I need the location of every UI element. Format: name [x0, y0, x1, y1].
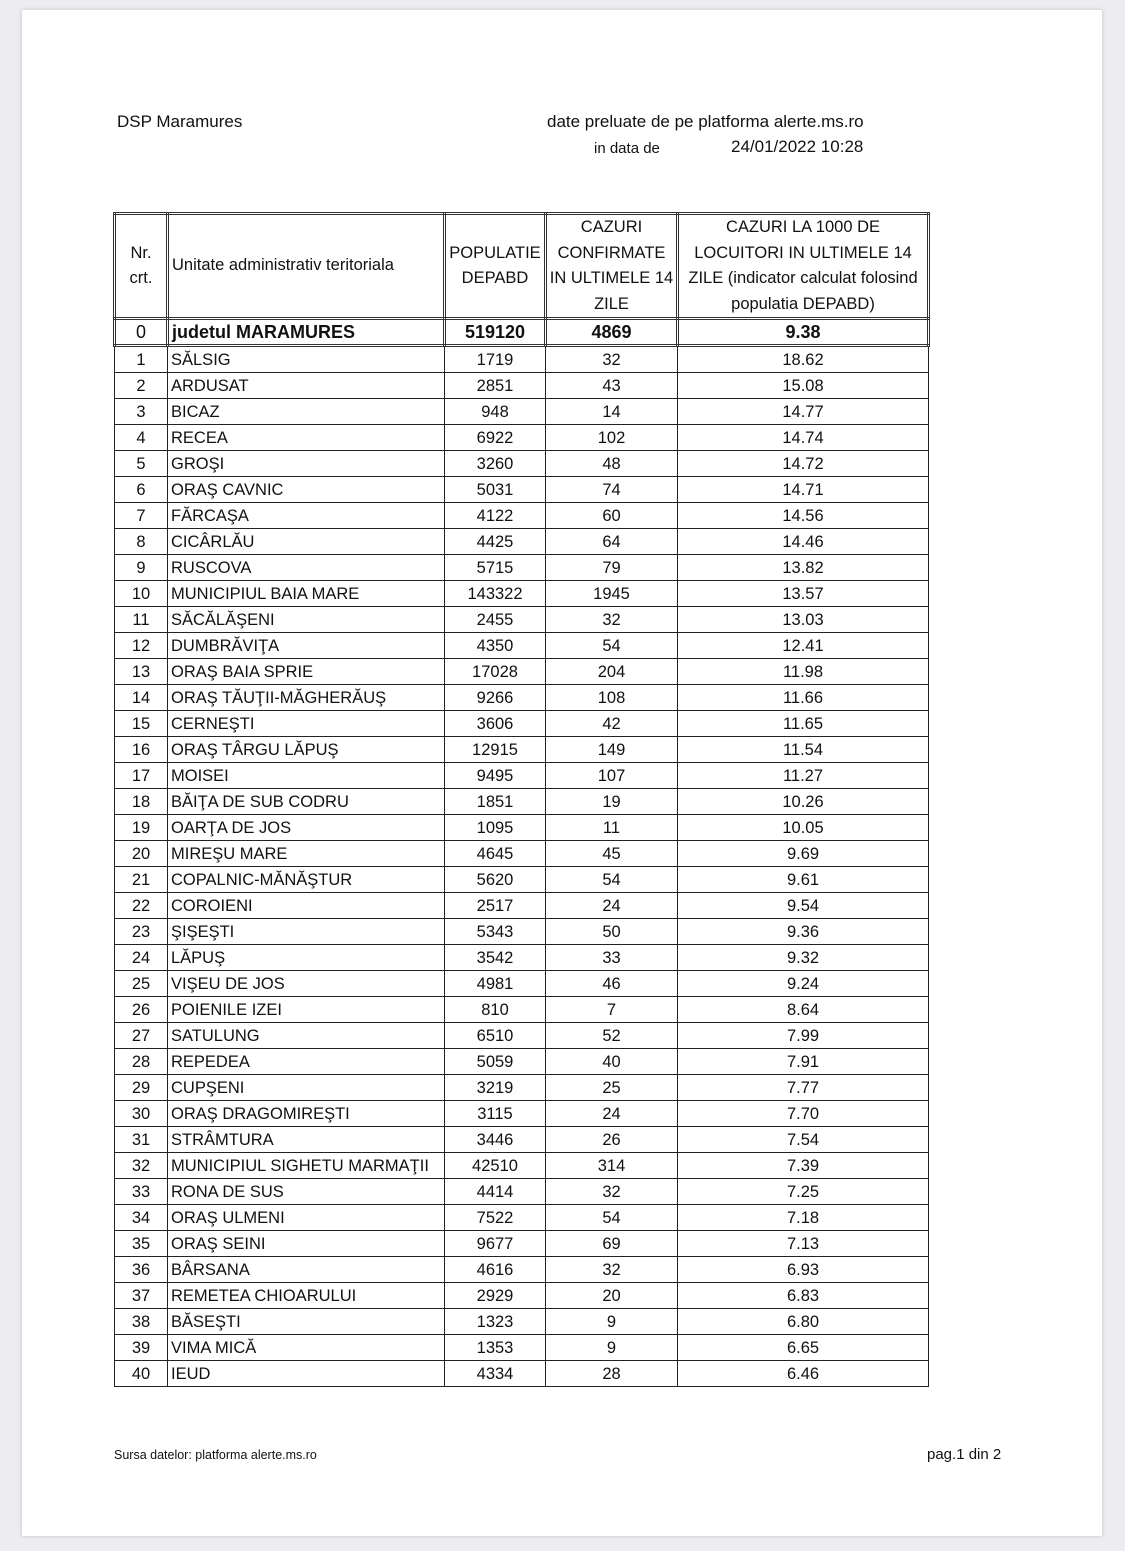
cell-name: BICAZ [168, 399, 445, 425]
cell-population: 17028 [445, 659, 546, 685]
table-row [115, 763, 929, 789]
cell-nr: 13 [115, 659, 168, 685]
cell-name: ORAŞ BAIA SPRIE [168, 659, 445, 685]
table-row [115, 1075, 929, 1101]
cell-population: 9495 [445, 763, 546, 789]
cell-rate: 13.57 [678, 581, 929, 607]
cell-nr: 5 [115, 451, 168, 477]
table-row [115, 1049, 929, 1075]
cell-nr: 3 [115, 399, 168, 425]
cell-cases: 54 [546, 867, 678, 893]
cell-rate: 12.41 [678, 633, 929, 659]
cell-cases: 32 [546, 1257, 678, 1283]
cell-cases: 25 [546, 1075, 678, 1101]
cell-cases: 74 [546, 477, 678, 503]
cell-name: CUPŞENI [168, 1075, 445, 1101]
table-row [115, 399, 929, 425]
cell-cases: 42 [546, 711, 678, 737]
cell-population: 1851 [445, 789, 546, 815]
cell-nr: 19 [115, 815, 168, 841]
cell-nr: 12 [115, 633, 168, 659]
table-row [115, 425, 929, 451]
cell-cases: 7 [546, 997, 678, 1023]
cell-name: VIMA MICĂ [168, 1335, 445, 1361]
cell-cases: 19 [546, 789, 678, 815]
total-population: 519120 [445, 319, 546, 346]
cell-nr: 25 [115, 971, 168, 997]
table-row [115, 789, 929, 815]
cell-rate: 13.03 [678, 607, 929, 633]
cell-name: BĂSEŞTI [168, 1309, 445, 1335]
cell-cases: 24 [546, 893, 678, 919]
total-nr: 0 [115, 319, 168, 346]
cell-population: 2929 [445, 1283, 546, 1309]
cell-name: RECEA [168, 425, 445, 451]
cell-name: COPALNIC-MĂNĂŞTUR [168, 867, 445, 893]
cell-name: RUSCOVA [168, 555, 445, 581]
cell-cases: 28 [546, 1361, 678, 1387]
cell-cases: 32 [546, 607, 678, 633]
cell-population: 2455 [445, 607, 546, 633]
cell-name: ARDUSAT [168, 373, 445, 399]
table-row [115, 1153, 929, 1179]
cell-cases: 108 [546, 685, 678, 711]
cell-rate: 14.71 [678, 477, 929, 503]
cell-nr: 31 [115, 1127, 168, 1153]
cell-population: 4645 [445, 841, 546, 867]
cell-rate: 6.83 [678, 1283, 929, 1309]
cell-population: 5620 [445, 867, 546, 893]
cell-rate: 14.56 [678, 503, 929, 529]
cell-name: FĂRCAŞA [168, 503, 445, 529]
cell-cases: 50 [546, 919, 678, 945]
table-header-row [115, 214, 929, 319]
cell-nr: 10 [115, 581, 168, 607]
cell-cases: 26 [546, 1127, 678, 1153]
cell-rate: 11.98 [678, 659, 929, 685]
cell-population: 1719 [445, 346, 546, 373]
cell-cases: 9 [546, 1335, 678, 1361]
cell-population: 5031 [445, 477, 546, 503]
cell-name: MUNICIPIUL SIGHETU MARMAŢII [168, 1153, 445, 1179]
cell-cases: 46 [546, 971, 678, 997]
cell-nr: 1 [115, 346, 168, 373]
table-row [115, 867, 929, 893]
table-row [115, 1361, 929, 1387]
cell-population: 3446 [445, 1127, 546, 1153]
cell-cases: 48 [546, 451, 678, 477]
cell-name: REMETEA CHIOARULUI [168, 1283, 445, 1309]
cell-nr: 4 [115, 425, 168, 451]
cell-cases: 11 [546, 815, 678, 841]
column-header-population: POPULATIE DEPABD [445, 214, 546, 319]
cell-name: BĂIŢA DE SUB CODRU [168, 789, 445, 815]
cell-cases: 1945 [546, 581, 678, 607]
cell-population: 1095 [445, 815, 546, 841]
cell-population: 4334 [445, 1361, 546, 1387]
cell-nr: 6 [115, 477, 168, 503]
table-row [115, 737, 929, 763]
table-row [115, 815, 929, 841]
cell-population: 2517 [445, 893, 546, 919]
table-row [115, 685, 929, 711]
page-number: pag.1 din 2 [927, 1446, 1002, 1463]
cell-name: MUNICIPIUL BAIA MARE [168, 581, 445, 607]
table-row [115, 503, 929, 529]
cell-nr: 37 [115, 1283, 168, 1309]
cell-name: ORAŞ TÂRGU LĂPUŞ [168, 737, 445, 763]
cell-nr: 38 [115, 1309, 168, 1335]
table-row [115, 373, 929, 399]
cell-cases: 24 [546, 1101, 678, 1127]
table-row [115, 1205, 929, 1231]
cell-rate: 7.13 [678, 1231, 929, 1257]
cell-cases: 32 [546, 1179, 678, 1205]
organization-name: DSP Maramures [117, 112, 243, 131]
cell-rate: 7.91 [678, 1049, 929, 1075]
cell-cases: 64 [546, 529, 678, 555]
cell-name: REPEDEA [168, 1049, 445, 1075]
cell-name: SĂLSIG [168, 346, 445, 373]
cell-nr: 14 [115, 685, 168, 711]
cell-nr: 22 [115, 893, 168, 919]
cell-population: 143322 [445, 581, 546, 607]
cell-rate: 9.24 [678, 971, 929, 997]
total-cases: 4869 [546, 319, 678, 346]
cell-cases: 60 [546, 503, 678, 529]
cell-cases: 149 [546, 737, 678, 763]
table-row [115, 1283, 929, 1309]
cell-nr: 28 [115, 1049, 168, 1075]
cell-rate: 8.64 [678, 997, 929, 1023]
table-row [115, 346, 929, 373]
cell-population: 2851 [445, 373, 546, 399]
data-source-line: date preluate de pe platforma alerte.ms.ro [547, 112, 864, 131]
cell-rate: 6.80 [678, 1309, 929, 1335]
table-row [115, 659, 929, 685]
table-row [115, 1127, 929, 1153]
footer-source: Sursa datelor: platforma alerte.ms.ro [114, 1448, 317, 1462]
cell-rate: 9.32 [678, 945, 929, 971]
total-name: judetul MARAMURES [168, 319, 445, 346]
cell-rate: 14.74 [678, 425, 929, 451]
cell-name: OARŢA DE JOS [168, 815, 445, 841]
cell-nr: 30 [115, 1101, 168, 1127]
cell-name: STRÂMTURA [168, 1127, 445, 1153]
cell-cases: 40 [546, 1049, 678, 1075]
cell-population: 4425 [445, 529, 546, 555]
cell-population: 42510 [445, 1153, 546, 1179]
table-row [115, 841, 929, 867]
cell-nr: 34 [115, 1205, 168, 1231]
cell-nr: 15 [115, 711, 168, 737]
cell-population: 3260 [445, 451, 546, 477]
cell-name: MIREŞU MARE [168, 841, 445, 867]
cell-rate: 11.54 [678, 737, 929, 763]
cell-cases: 204 [546, 659, 678, 685]
cell-name: ORAŞ TĂUŢII-MĂGHERĂUŞ [168, 685, 445, 711]
cell-rate: 15.08 [678, 373, 929, 399]
table-row [115, 997, 929, 1023]
table-row [115, 945, 929, 971]
cell-name: DUMBRĂVIŢA [168, 633, 445, 659]
table-row [115, 1101, 929, 1127]
date-label: in data de [594, 140, 660, 157]
cell-population: 810 [445, 997, 546, 1023]
cell-name: MOISEI [168, 763, 445, 789]
cell-population: 4616 [445, 1257, 546, 1283]
cell-name: IEUD [168, 1361, 445, 1387]
cell-nr: 11 [115, 607, 168, 633]
cell-nr: 40 [115, 1361, 168, 1387]
cell-population: 3219 [445, 1075, 546, 1101]
table-row [115, 711, 929, 737]
cell-rate: 9.36 [678, 919, 929, 945]
cell-cases: 79 [546, 555, 678, 581]
cell-rate: 13.82 [678, 555, 929, 581]
cell-cases: 69 [546, 1231, 678, 1257]
column-header-unit: Unitate administrativ teritoriala [168, 214, 445, 319]
cell-population: 7522 [445, 1205, 546, 1231]
cell-rate: 14.77 [678, 399, 929, 425]
cell-population: 4981 [445, 971, 546, 997]
cell-nr: 23 [115, 919, 168, 945]
table-row [115, 529, 929, 555]
cell-rate: 6.93 [678, 1257, 929, 1283]
cell-nr: 32 [115, 1153, 168, 1179]
cell-nr: 8 [115, 529, 168, 555]
cell-rate: 14.46 [678, 529, 929, 555]
cell-rate: 9.61 [678, 867, 929, 893]
cell-rate: 10.26 [678, 789, 929, 815]
cell-population: 5715 [445, 555, 546, 581]
cell-population: 1353 [445, 1335, 546, 1361]
table-row [115, 581, 929, 607]
report-date: 24/01/2022 10:28 [731, 137, 864, 156]
table-row [115, 893, 929, 919]
table-row [115, 477, 929, 503]
cell-nr: 36 [115, 1257, 168, 1283]
table-row [115, 1179, 929, 1205]
table-row [115, 971, 929, 997]
cell-nr: 35 [115, 1231, 168, 1257]
cell-nr: 9 [115, 555, 168, 581]
cell-cases: 107 [546, 763, 678, 789]
table-row [115, 1309, 929, 1335]
cell-cases: 20 [546, 1283, 678, 1309]
column-header-rate: CAZURI LA 1000 DE LOCUITORI IN ULTIMELE 14 ZILE (indicator calculat folosind populatia DEPABD) [678, 214, 929, 319]
cell-population: 9266 [445, 685, 546, 711]
cell-rate: 9.54 [678, 893, 929, 919]
cell-population: 6510 [445, 1023, 546, 1049]
cell-name: ORAŞ SEINI [168, 1231, 445, 1257]
cell-nr: 7 [115, 503, 168, 529]
cell-population: 4350 [445, 633, 546, 659]
cell-cases: 52 [546, 1023, 678, 1049]
cell-rate: 11.66 [678, 685, 929, 711]
cell-population: 4414 [445, 1179, 546, 1205]
cell-nr: 26 [115, 997, 168, 1023]
cell-rate: 18.62 [678, 346, 929, 373]
table-row [115, 633, 929, 659]
cell-population: 4122 [445, 503, 546, 529]
cell-nr: 29 [115, 1075, 168, 1101]
cell-name: SATULUNG [168, 1023, 445, 1049]
cell-population: 5059 [445, 1049, 546, 1075]
total-rate: 9.38 [678, 319, 929, 346]
cell-name: ŞIŞEŞTI [168, 919, 445, 945]
cell-nr: 17 [115, 763, 168, 789]
cell-nr: 20 [115, 841, 168, 867]
cell-population: 3606 [445, 711, 546, 737]
table-row [115, 1023, 929, 1049]
cell-name: ORAŞ ULMENI [168, 1205, 445, 1231]
table-row [115, 1231, 929, 1257]
cell-population: 9677 [445, 1231, 546, 1257]
cell-rate: 10.05 [678, 815, 929, 841]
cell-rate: 7.25 [678, 1179, 929, 1205]
cell-population: 3115 [445, 1101, 546, 1127]
cell-nr: 27 [115, 1023, 168, 1049]
cell-rate: 7.39 [678, 1153, 929, 1179]
cell-cases: 54 [546, 633, 678, 659]
cell-name: LĂPUŞ [168, 945, 445, 971]
cell-cases: 54 [546, 1205, 678, 1231]
cell-nr: 2 [115, 373, 168, 399]
cell-name: CERNEŞTI [168, 711, 445, 737]
cell-nr: 21 [115, 867, 168, 893]
cell-cases: 45 [546, 841, 678, 867]
cell-name: VIŞEU DE JOS [168, 971, 445, 997]
cell-name: POIENILE IZEI [168, 997, 445, 1023]
table-row [115, 451, 929, 477]
cell-population: 948 [445, 399, 546, 425]
cell-name: COROIENI [168, 893, 445, 919]
cell-population: 5343 [445, 919, 546, 945]
column-header-cases: CAZURI CONFIRMATE IN ULTIMELE 14 ZILE [546, 214, 678, 319]
cell-name: SĂCĂLĂŞENI [168, 607, 445, 633]
cell-name: ORAŞ DRAGOMIREŞTI [168, 1101, 445, 1127]
cell-nr: 39 [115, 1335, 168, 1361]
cell-name: GROŞI [168, 451, 445, 477]
cell-cases: 33 [546, 945, 678, 971]
cell-nr: 33 [115, 1179, 168, 1205]
cell-population: 3542 [445, 945, 546, 971]
cell-cases: 102 [546, 425, 678, 451]
cell-name: BÂRSANA [168, 1257, 445, 1283]
cell-cases: 314 [546, 1153, 678, 1179]
cell-cases: 14 [546, 399, 678, 425]
cell-rate: 14.72 [678, 451, 929, 477]
cell-rate: 7.18 [678, 1205, 929, 1231]
cell-rate: 7.99 [678, 1023, 929, 1049]
cell-cases: 9 [546, 1309, 678, 1335]
cell-population: 12915 [445, 737, 546, 763]
table-row [115, 1335, 929, 1361]
cell-nr: 24 [115, 945, 168, 971]
county-total-row [115, 319, 929, 346]
cell-nr: 16 [115, 737, 168, 763]
cell-rate: 7.54 [678, 1127, 929, 1153]
table-row [115, 1257, 929, 1283]
cell-rate: 9.69 [678, 841, 929, 867]
cell-rate: 7.70 [678, 1101, 929, 1127]
cell-nr: 18 [115, 789, 168, 815]
cell-population: 6922 [445, 425, 546, 451]
cell-name: CICÂRLĂU [168, 529, 445, 555]
cell-cases: 32 [546, 346, 678, 373]
cell-rate: 6.46 [678, 1361, 929, 1387]
cell-cases: 43 [546, 373, 678, 399]
cell-rate: 6.65 [678, 1335, 929, 1361]
table-row [115, 555, 929, 581]
cell-population: 1323 [445, 1309, 546, 1335]
table-row [115, 919, 929, 945]
cell-name: ORAŞ CAVNIC [168, 477, 445, 503]
cell-name: RONA DE SUS [168, 1179, 445, 1205]
cell-rate: 11.65 [678, 711, 929, 737]
column-header-nr: Nr. crt. [115, 214, 168, 319]
table-row [115, 607, 929, 633]
cell-rate: 7.77 [678, 1075, 929, 1101]
cases-table [113, 212, 930, 1387]
cell-rate: 11.27 [678, 763, 929, 789]
